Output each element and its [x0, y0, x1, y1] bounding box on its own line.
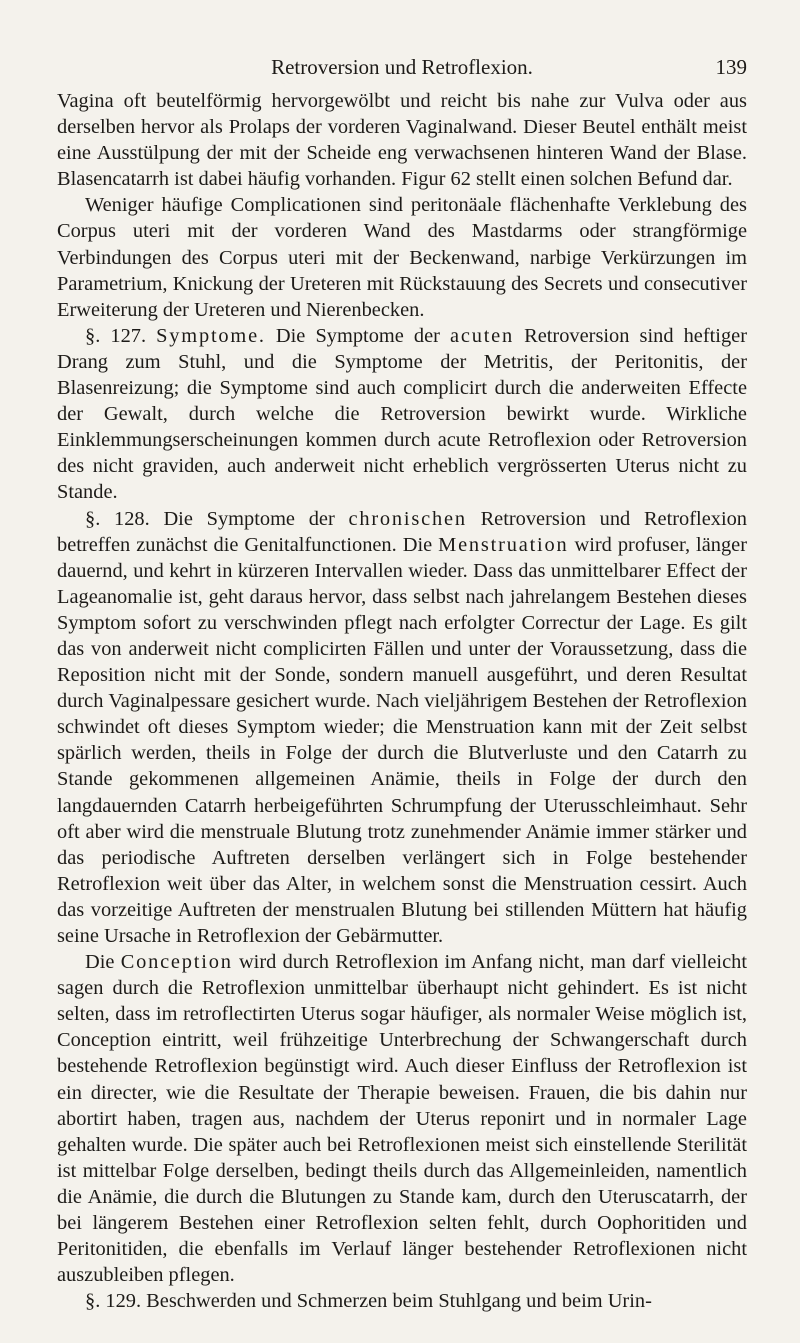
- paragraph-conception: [57, 949, 747, 1288]
- section-heading-symptome: Symptome.: [156, 324, 266, 347]
- emphasis-conception: Conception: [120, 951, 233, 974]
- emphasis-acuten: acuten: [450, 324, 515, 347]
- paragraph-text: wird profuser, länger dauernd, und kehrt in kürzeren Intervallen wieder. Dass das unmittelbarer Effect der Lageanomalie ist, geht daraus hervor, dass selbst nach jahrelangem Bestehen dieses Symptom sofort zu verschwinden pflegt nach erfolgter Correctur der Lage. Es gilt das von anderweit nicht complicirten Fällen und unter der Voraussetzung, dass die Reposition nicht mit der Sonde, sondern manuell ausgeführt, und deren Resultat durch Vaginalpessare gesichert wurde. Nach vieljährigem Bestehen der Retroflexion schwindet oft dieses Symptom wieder; die Menstruation kann mit der Zeit selbst spärlich werden, theils in Folge der durch die Blutverluste und den Catarrh zu Stande gekommenen allgemeinen Anämie, theils in Folge der durch den langdauernden Catarrh herbeigeführten Schrumpfung der Uterusschleimhaut. Sehr oft aber wird die menstruale Blutung trotz zunehmender Anämie immer stärker und das periodische Auftreten derselben verlängert sich in Folge bestehender Retroflexion weit über das Alter, in welchem sonst die Menstruation cessirt. Auch das vorzeitige Auftreten der menstrualen Blutung bei stillenden Müttern hat häufig seine Ursache in Retroflexion der Gebärmutter.: [57, 533, 748, 947]
- paragraph-section-127: [57, 323, 747, 506]
- emphasis-menstruation: Menstruation: [438, 533, 569, 556]
- paragraph-text: wird durch Retroflexion im Anfang nicht, man darf vielleicht sagen durch die Retroflexion unmittelbar überhaupt nicht gehindert. Es ist nicht selten, dass im retroflectirten Uterus sogar häufiger, als normaler Weise möglich ist, Conception eintritt, weil frühzeitige Unterbrechung der Schwangerschaft durch bestehende Retroflexion begünstigt wird. Auch dieser Einfluss der Retroflexion ist ein directer, wie die Resultate der Therapie beweisen. Frauen, die bis dahin nur abortirt haben, tragen aus, nachdem der Uterus reponirt und in normaler Lage gehalten wurde. Die später auch bei Retroflexionen meist sich einstellende Sterilität ist mittelbar Folge derselben, bedingt theils durch das Allgemeinleiden, namentlich die Anämie, die durch die Blutungen zu Stande kam, durch den Uteruscatarrh, der bei längerem Bestehen einer Retroflexion selten fehlt, durch Oophoritiden und Peritonitiden, die ebenfalls im Verlauf länger bestehender Retroflexionen nicht auszubleiben pflegen.: [57, 951, 747, 1287]
- section-number-127: §. 127.: [85, 324, 157, 347]
- paragraph-text: Weniger häufige Complicationen sind peritonäale flächenhafte Verklebung des Corpus uteri mit der vorderen Wand des Mastdarms oder strangförmige Verbindungen des Corpus uteri mit der Beckenwand, narbige Verkürzungen im Parametrium, Knickung der Ureteren mit Rückstauung des Secrets und consecutiver Erweiterung der Ureteren und Nierenbecken.: [57, 194, 747, 321]
- page-number: 139: [715, 55, 747, 79]
- paragraph-text: Die: [85, 951, 121, 974]
- paragraph-text: Retroversion und Retroflexion betreffen zunächst die Genitalfunctionen. Die: [57, 507, 748, 556]
- paragraph-text: §. 128. Die Symptome der: [85, 507, 349, 530]
- running-head: Retroversion und Retroflexion.: [271, 55, 533, 79]
- paragraph-text: Retroversion sind heftiger Drang zum Stuhl, und die Symptome der Metritis, der Peritonitis, der Blasenreizung; die Symptome sind auch complicirt durch die anderweiten Effecte der Gewalt, durch welche die Retroversion bewirkt wurde. Wirkliche Einklemmungserscheinungen kommen durch acute Retroflexion oder Retroversion des nicht graviden, auch anderweit nicht erheblich vergrösserten Uterus nicht zu Stande.: [57, 324, 748, 504]
- page-header: [57, 52, 747, 82]
- paragraph-text: §. 129. Beschwerden und Schmerzen beim Stuhlgang und beim Urin-: [85, 1290, 652, 1313]
- emphasis-chronischen: chronischen: [348, 507, 467, 530]
- book-page: [57, 52, 747, 1314]
- paragraph-complicationen: [57, 192, 747, 322]
- body-text: [57, 88, 747, 1314]
- paragraph-vagina-prolaps: [57, 88, 747, 192]
- paragraph-section-129: [57, 1288, 747, 1314]
- paragraph-text: Die Symptome der: [265, 324, 451, 347]
- paragraph-text: Vagina oft beutelförmig hervorgewölbt und reicht bis nahe zur Vulva oder aus derselben hervor als Prolaps der vorderen Vaginalwand. Dieser Beutel enthält meist eine Ausstülpung der mit der Scheide eng verwachsenen hinteren Wand der Blase. Blasencatarrh ist dabei häufig vorhanden. Figur 62 stellt einen solchen Befund dar.: [57, 90, 747, 191]
- paragraph-section-128: [57, 506, 747, 950]
